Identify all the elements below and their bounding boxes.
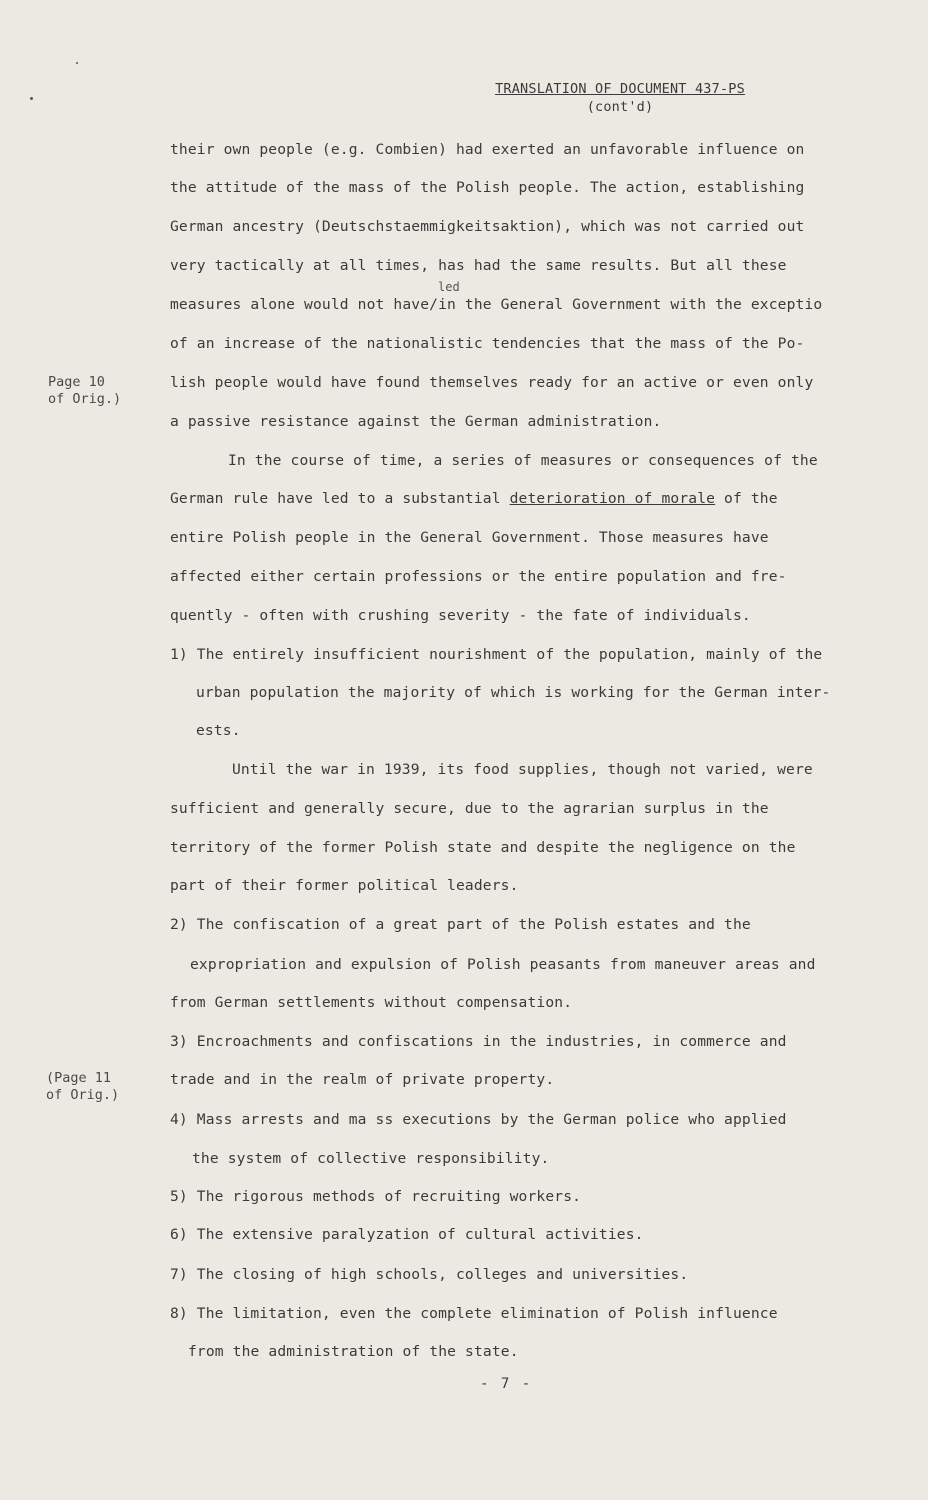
margin-note-page11 bbox=[46, 1070, 119, 1104]
margin-note-line: of Orig.) bbox=[46, 1087, 120, 1103]
body-line: expropriation and expulsion of Polish peasants from maneuver areas and bbox=[190, 956, 816, 973]
document-title: TRANSLATION OF DOCUMENT 437-PS bbox=[495, 81, 745, 97]
body-line: very tactically at all times, has had the same results. But all these bbox=[170, 257, 787, 274]
paper-speck bbox=[30, 97, 33, 100]
margin-note-line: Page 10 bbox=[48, 374, 105, 390]
body-line: In the course of time, a series of measures or consequences of the bbox=[228, 452, 818, 469]
body-line: lish people would have found themselves ready for an active or even only bbox=[170, 374, 814, 391]
document-subtitle: (cont'd) bbox=[586, 99, 654, 115]
paper-speck bbox=[76, 62, 78, 64]
body-line: Until the war in 1939, its food supplies, though not varied, were bbox=[232, 761, 813, 778]
body-line: from German settlements without compensation. bbox=[170, 994, 573, 1011]
body-line: urban population the majority of which is working for the German inter- bbox=[196, 684, 831, 701]
body-line: trade and in the realm of private property. bbox=[170, 1071, 555, 1088]
body-line: part of their former political leaders. bbox=[170, 877, 519, 894]
body-line bbox=[170, 489, 778, 509]
list-item-3: 3) Encroachments and confiscations in the industries, in commerce and bbox=[170, 1033, 787, 1050]
document-header bbox=[470, 80, 770, 116]
body-line: of an increase of the nationalistic tendencies that the mass of the Po- bbox=[170, 335, 805, 352]
body-line: the system of collective responsibility. bbox=[192, 1150, 550, 1167]
list-item-2: 2) The confiscation of a great part of the Polish estates and the bbox=[170, 916, 751, 933]
margin-note-line: of Orig.) bbox=[48, 391, 122, 407]
list-item-8: 8) The limitation, even the complete elimination of Polish influence bbox=[170, 1305, 778, 1322]
list-item-7: 7) The closing of high schools, colleges and universities. bbox=[170, 1266, 689, 1283]
list-item-1: 1) The entirely insufficient nourishment of the population, mainly of the bbox=[170, 646, 823, 663]
body-line: sufficient and generally secure, due to the agrarian surplus in the bbox=[170, 800, 769, 817]
body-line: German ancestry (Deutschstaemmigkeitsaktion), which was not carried out bbox=[170, 218, 805, 235]
list-item-4: 4) Mass arrests and ma ss executions by the German police who applied bbox=[170, 1111, 787, 1128]
body-line: ests. bbox=[196, 722, 241, 739]
list-item-6: 6) The extensive paralyzation of cultural activities. bbox=[170, 1226, 644, 1243]
interlinear-insertion: led bbox=[438, 280, 460, 294]
list-item-5: 5) The rigorous methods of recruiting workers. bbox=[170, 1188, 582, 1205]
page-number: - 7 - bbox=[480, 1376, 533, 1392]
margin-note-line: (Page 11 bbox=[46, 1070, 112, 1086]
body-line: a passive resistance against the German administration. bbox=[170, 413, 662, 430]
body-line: territory of the former Polish state and despite the negligence on the bbox=[170, 839, 796, 856]
underlined-phrase: deterioration of morale bbox=[509, 490, 716, 507]
body-text: of the bbox=[715, 490, 778, 507]
margin-note-page10 bbox=[48, 374, 121, 408]
body-text: German rule have led to a substantial bbox=[170, 490, 510, 507]
body-line: from the administration of the state. bbox=[188, 1343, 519, 1360]
body-line: entire Polish people in the General Government. Those measures have bbox=[170, 529, 769, 546]
body-line: measures alone would not have/in the General Government with the exceptio bbox=[170, 296, 823, 313]
body-line: quently - often with crushing severity - the fate of individuals. bbox=[170, 607, 751, 624]
body-line: their own people (e.g. Combien) had exerted an unfavorable influence on bbox=[170, 141, 805, 158]
body-line: the attitude of the mass of the Polish people. The action, establishing bbox=[170, 179, 805, 196]
body-line: affected either certain professions or the entire population and fre- bbox=[170, 568, 787, 585]
